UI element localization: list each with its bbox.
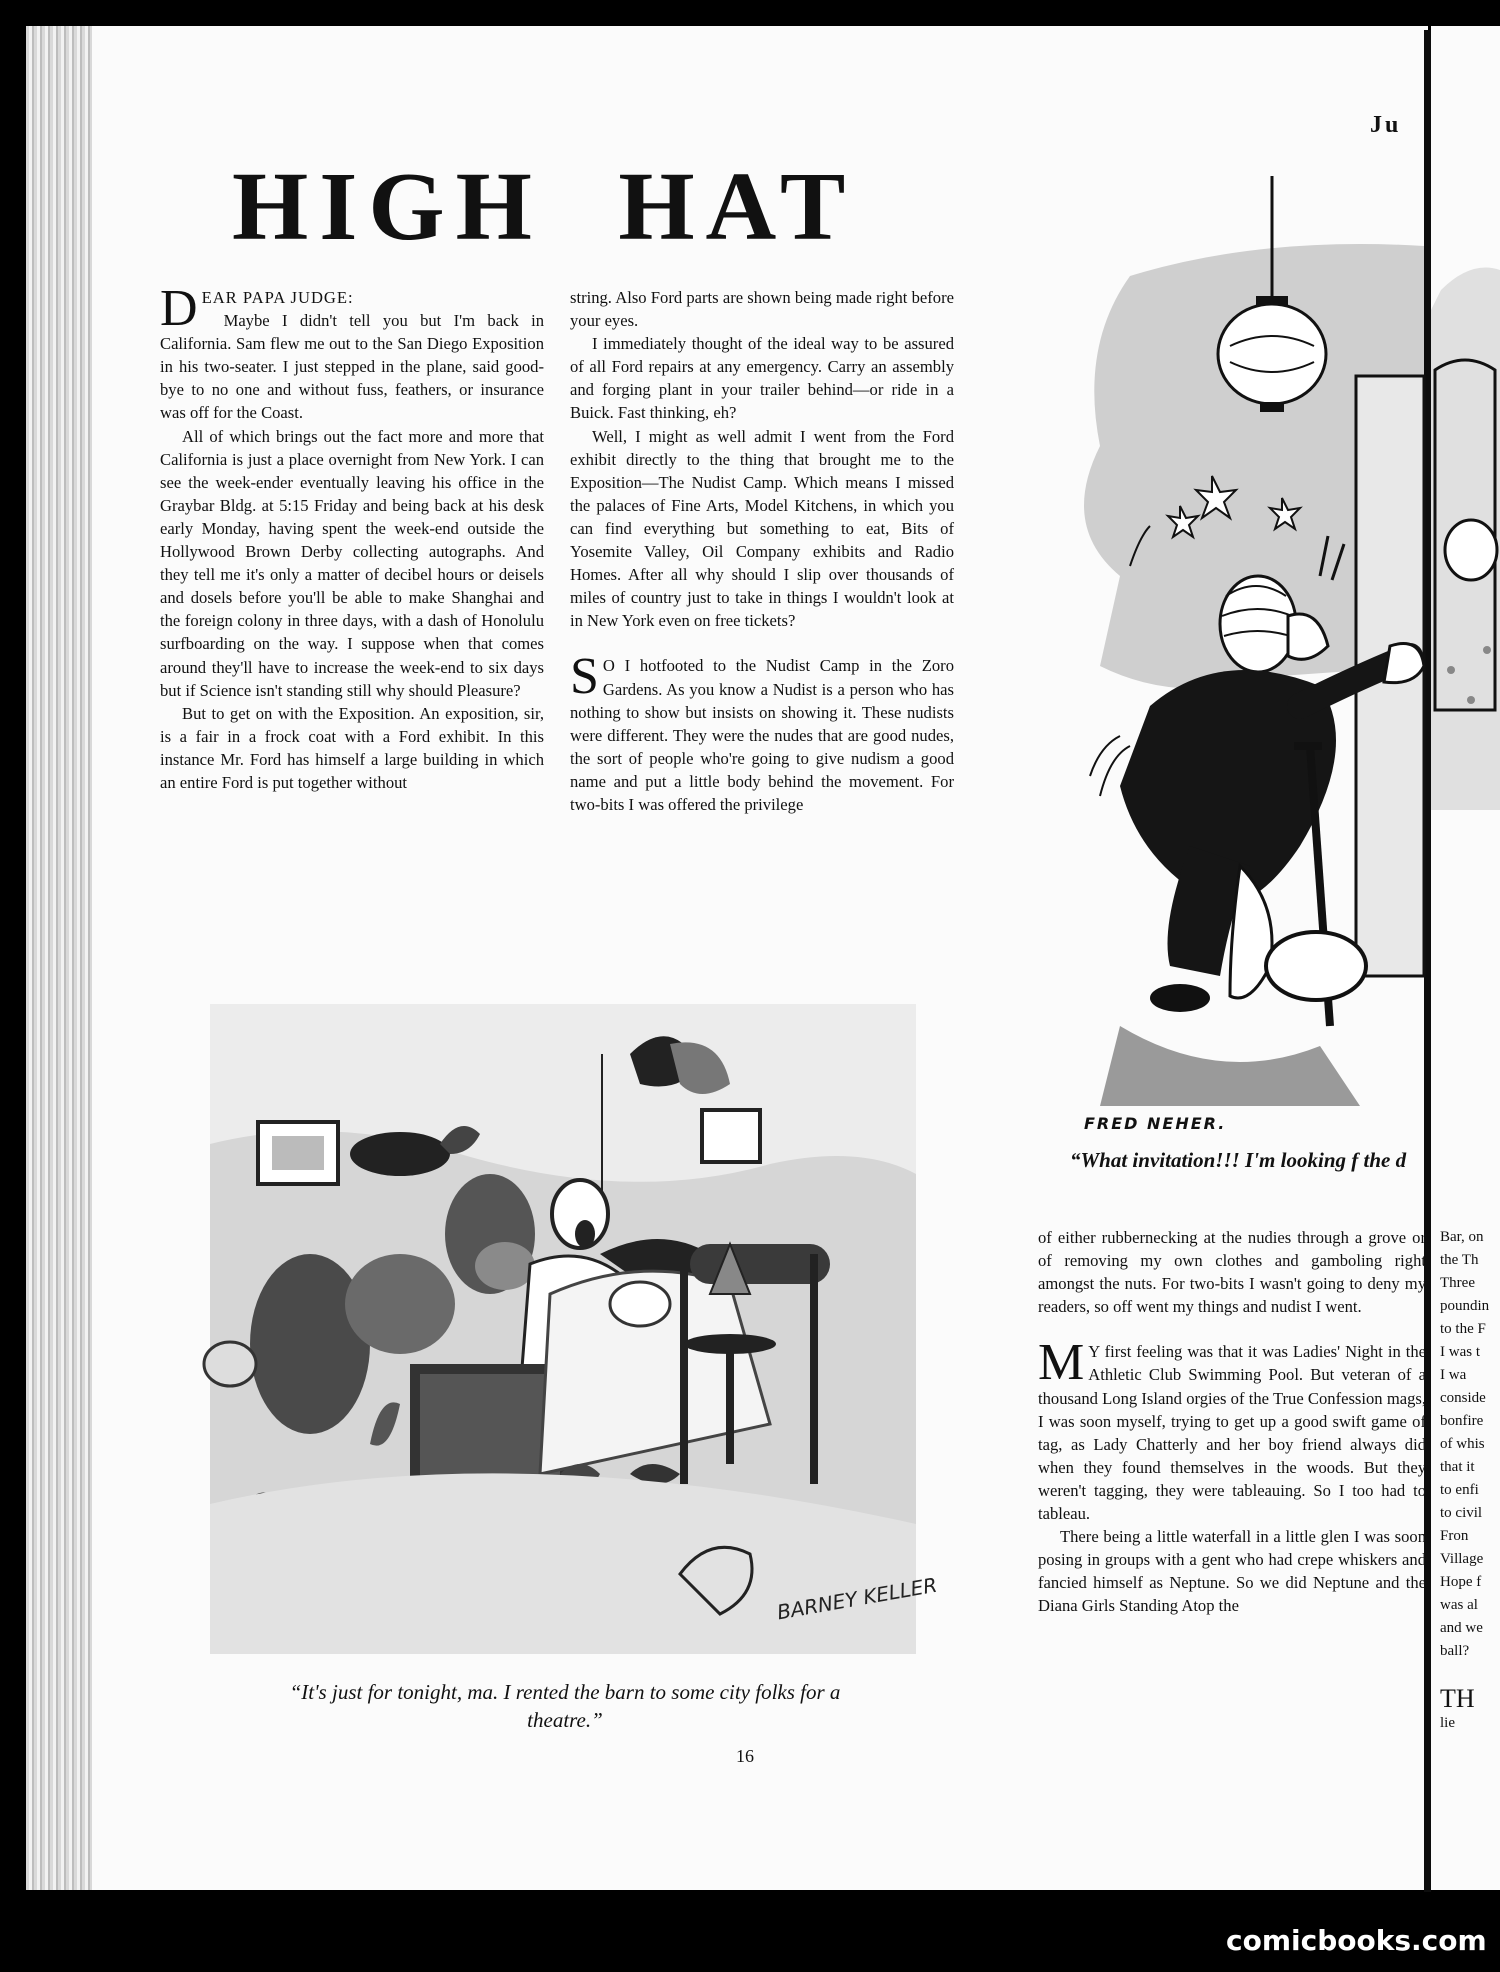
cartoon-partial-right — [1431, 250, 1500, 810]
text-fragment: to the F — [1440, 1321, 1486, 1337]
article-column-1 — [160, 280, 544, 794]
text-fragment: TH — [1440, 1684, 1475, 1713]
cartoon-bedroom-animals — [210, 1004, 939, 1654]
watermark: comicbooks.com — [1226, 1924, 1487, 1957]
paragraph: I immediately thought of the ideal way to be assured of all Ford repairs at any emergency. Carry an assembly and forging plant in your trailer behind—or ride in a Buick. Fast thinking, eh? — [570, 334, 954, 423]
article-column-3 — [1038, 1226, 1426, 1618]
text-fragment: ball? — [1440, 1643, 1470, 1659]
text-fragment — [1440, 1663, 1500, 1686]
text-fragment: to enfi — [1440, 1482, 1479, 1498]
paragraph: Maybe I didn't tell you but I'm back in California. Sam flew me out to the San Diego Exposition in his two-seater. I just stepped in the plane, said good-bye to no one and without fuss, feathers, or insurance was off for the Coast. — [160, 311, 544, 423]
text-fragment: conside — [1440, 1390, 1486, 1406]
cartoon-signature: FRED NEHER. — [1084, 1114, 1227, 1133]
paragraph: There being a little waterfall in a little glen I was soon posing in groups with a gent who had crepe whiskers and fancied himself as Neptune. So we did Neptune and the Diana Girls Standing Atop the — [1038, 1527, 1426, 1616]
text-fragment: Three — [1440, 1275, 1475, 1291]
section-paragraph — [1038, 1334, 1426, 1525]
paragraph: But to get on with the Exposition. An exposition, sir, is a fair in a frock coat with a Ford exhibit. In this instance Mr. Ford has himself a large building in which an entire Ford is put together without — [160, 703, 544, 792]
text-fragment: was al — [1440, 1597, 1478, 1613]
text-fragment: lie — [1440, 1715, 1455, 1731]
section-text: O I hotfooted to the Nudist Camp in the Zoro Gardens. As you know a Nudist is a person who has nothing to show but insists on showing it. These nudists were different. They were the nudes that are good nudes, the sort of people who're going to give nudism a good name and put a little body behind the movement. For two-bits I was offered the privilege — [570, 656, 954, 814]
text-fragment: Fron — [1440, 1528, 1469, 1544]
paragraph: All of which brings out the fact more and more that California is just a place overnight from New York. I can see the week-ender eventually leaving his office in the Graybar Bldg. at 5:15 Friday and being back at his desk early Monday, having spent the week-end outside the Hollywood Brown Derby collecting autographs. And they tell me it's only a matter of decibel hours or deisels and dosels before you'll be able to make Shanghai and the foreign colony in three days, with a dash of Honolulu surfboarding on the way. I suppose when that comes around they'll have to increase the week-end to six days but if Science isn't standing still why should Pleasure? — [160, 426, 544, 700]
article-headline: HIGH HAT — [232, 153, 857, 261]
text-fragment: and we — [1440, 1620, 1483, 1636]
drop-cap: D — [160, 280, 198, 337]
paragraph: string. Also Ford parts are shown being made right before your eyes. — [570, 288, 954, 331]
text-fragment: Village — [1440, 1551, 1484, 1567]
text-fragment: Hope f — [1440, 1574, 1482, 1590]
drop-cap: M — [1038, 1334, 1085, 1392]
page-number: 16 — [736, 1746, 754, 1766]
paragraph: Well, I might as well admit I went from the Ford exhibit directly to the thing that brought me to the Exposition—The Nudist Camp. Which means I missed the palaces of Fine Arts, Model Kitchens, in which you can find everything but something to eat, Bits of Yosemite Valley, Oil Company exhibits and Radio Homes. After all why should I slip over thousands of miles of country just to take in things I wouldn't look at in New York even on free tickets? — [570, 426, 954, 631]
drop-cap: S — [570, 648, 599, 706]
text-fragment: the Th — [1440, 1252, 1479, 1268]
cartoon-crutch-illustration — [1060, 146, 1424, 1106]
section-text: Y first feeling was that it was Ladies' Night in the Athletic Club Swimming Pool. But veteran of a thousand Long Island orgies of the True Confession mags, I was soon myself, trying to get up a good swift game of tag, as Lady Chatterly and her boy friend always did when they found themselves in the woods. But they weren't tagging, they were tableauing. So I too had to tableau. — [1038, 1342, 1426, 1524]
paragraph: of either rubbernecking at the nudies through a grove or of removing my own clothes and gamboling right amongst the nuts. For two-bits I wasn't going to deny my readers, so off went my things and nudist I went. — [1038, 1228, 1426, 1317]
text-fragment: I was t — [1440, 1344, 1480, 1360]
article-column-2 — [570, 286, 954, 816]
section-paragraph — [570, 648, 954, 816]
running-head: Ju — [1370, 112, 1402, 138]
text-fragment: poundin — [1440, 1298, 1490, 1314]
text-fragment: of whis — [1440, 1436, 1485, 1452]
cartoon-signature: BARNEY KELLER — [775, 1572, 939, 1625]
cartoon-caption: “It's just for tonight, ma. I rented the barn to some city folks for a theatre.” — [289, 1680, 841, 1732]
salutation-paragraph — [160, 280, 544, 337]
partial-illustration — [1431, 250, 1500, 810]
text-fragment: bonfire — [1440, 1413, 1484, 1429]
text-fragment: to civil — [1440, 1505, 1483, 1521]
cartoon-caption: “What invitation!!! I'm looking f the d — [1070, 1148, 1407, 1172]
salutation: EAR PAPA JUDGE: — [201, 288, 354, 307]
cartoon-crutch-man — [1060, 146, 1424, 1106]
article-column-4-fragment — [1440, 1226, 1500, 1735]
text-fragment: that it — [1440, 1459, 1475, 1475]
book-binding — [26, 26, 96, 1890]
cartoon-bedroom-illustration — [210, 1004, 939, 1654]
text-fragment: I wa — [1440, 1367, 1467, 1383]
text-fragment: Bar, on — [1440, 1229, 1484, 1245]
